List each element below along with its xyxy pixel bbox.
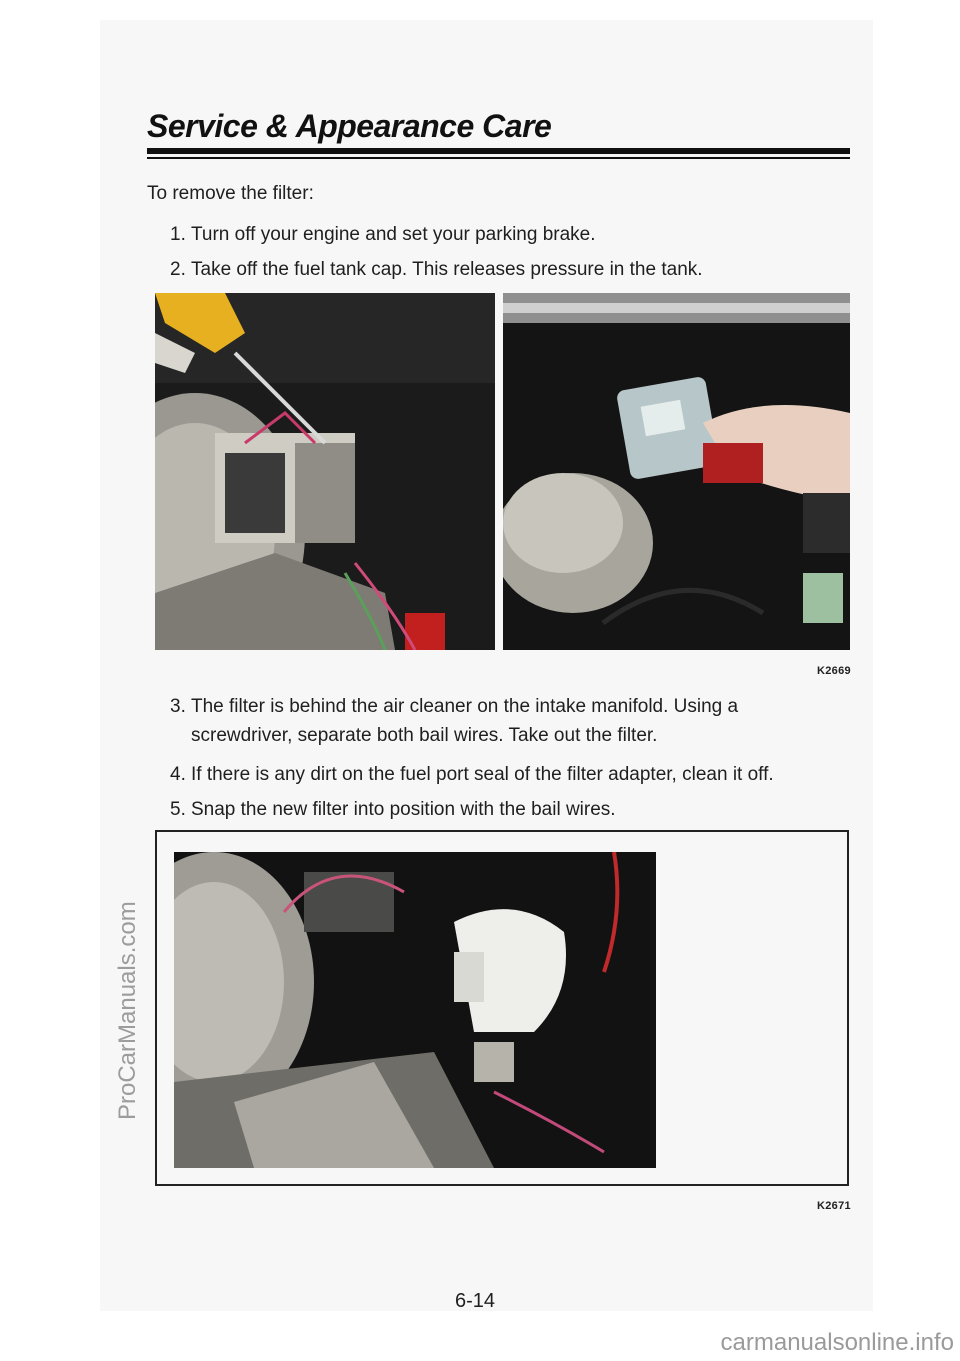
photo-screwdriver-on-filter — [155, 293, 495, 650]
figure-code-bottom: K2671 — [817, 1200, 851, 1212]
step-number: 5. — [170, 799, 186, 820]
step-number: 3. — [170, 696, 186, 717]
step-5 — [170, 795, 850, 824]
side-watermark-wrap — [108, 840, 148, 1120]
step-3 — [170, 692, 850, 750]
figure-code-top: K2669 — [817, 665, 851, 677]
title-rule-thick — [147, 148, 850, 154]
photo-installing-filter — [174, 852, 656, 1168]
step-1 — [170, 220, 850, 249]
step-4 — [170, 760, 850, 789]
bottom-watermark: carmanualsonline.info — [720, 1329, 954, 1356]
side-watermark: ProCarManuals.com — [114, 901, 141, 1120]
page-title: Service & Appearance Care — [147, 108, 552, 144]
step-number: 2. — [170, 259, 186, 280]
figure-box-bottom — [155, 830, 849, 1186]
photo-removing-filter — [503, 293, 850, 650]
step-text: Take off the fuel tank cap. This releases pressure in the tank. — [191, 259, 703, 280]
page-number: 6-14 — [455, 1290, 496, 1312]
photo-divider — [495, 293, 503, 650]
intro-text: To remove the filter: — [147, 183, 314, 204]
title-rule-thin — [147, 157, 850, 159]
step-text: The filter is behind the air cleaner on the intake manifold. Using a screwdriver, separate both bail wires. Take out the filter. — [191, 696, 739, 746]
step-text: Turn off your engine and set your parking brake. — [191, 224, 596, 245]
engine-photos-top — [155, 293, 850, 650]
step-2 — [170, 255, 850, 284]
step-text: Snap the new filter into position with the bail wires. — [191, 799, 616, 820]
step-number: 1. — [170, 224, 186, 245]
step-number: 4. — [170, 764, 186, 785]
step-text: If there is any dirt on the fuel port seal of the filter adapter, clean it off. — [191, 764, 774, 785]
